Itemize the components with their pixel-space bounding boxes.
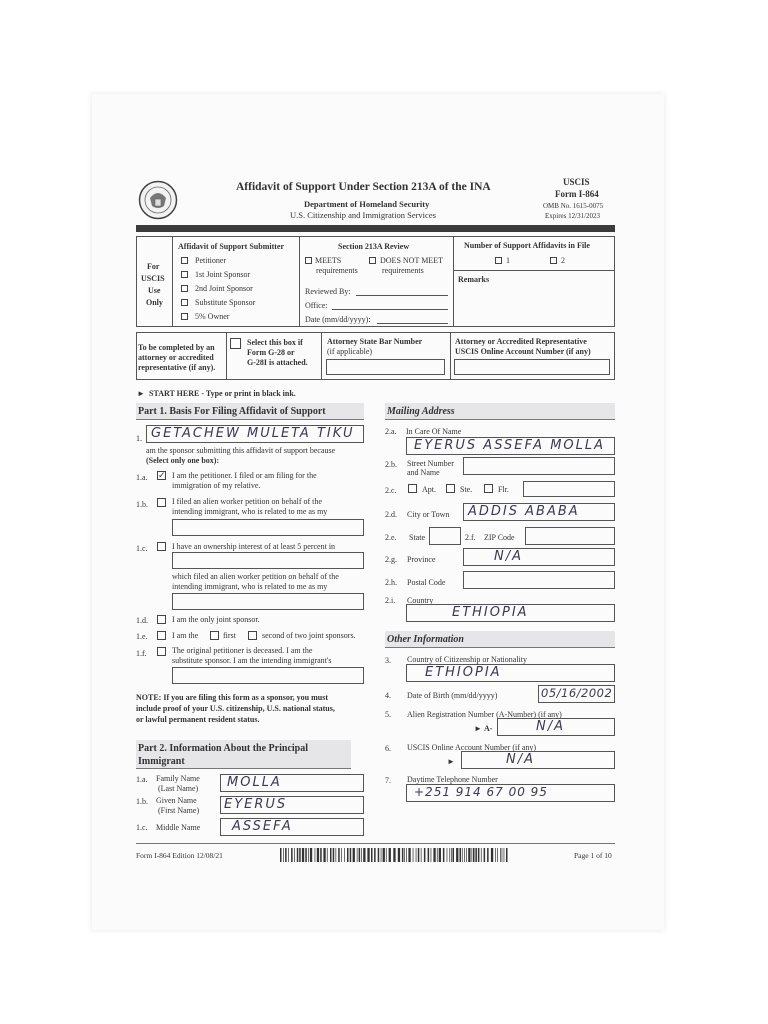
flr-label: Flr. <box>498 485 509 494</box>
country-label: Country <box>407 596 434 605</box>
form-number: Form I-864 <box>555 189 599 199</box>
attorney-account-field[interactable] <box>454 359 610 375</box>
review-title: Section 213A Review <box>338 242 410 251</box>
middle-name-number: 1.c. <box>136 823 148 832</box>
note-line-2: include proof of your U.S. citizenship, U.S. national status, <box>136 704 335 713</box>
uscis-label: USCIS <box>563 177 590 187</box>
mailing-title: Mailing Address <box>387 406 455 417</box>
zip-label: ZIP Code <box>484 533 515 542</box>
bar-number-label: Attorney State Bar Number <box>327 337 423 346</box>
street-label-2: and Name <box>407 468 440 477</box>
item-1d-number: 1.d. <box>136 616 148 625</box>
first-joint-sponsor-checkbox[interactable] <box>181 271 188 278</box>
street-label-1: Street Number <box>407 459 454 468</box>
department-name: Department of Homeland Security <box>304 199 430 209</box>
item-1d-text: I am the only joint sponsor. <box>172 615 260 624</box>
flr-checkbox[interactable] <box>484 484 493 493</box>
not-meets-requirements: requirements <box>382 266 424 275</box>
a-number-number: 5. <box>385 710 391 719</box>
ste-checkbox[interactable] <box>446 484 455 493</box>
expiration-date: Expires 12/31/2023 <box>545 212 601 220</box>
province-label: Province <box>407 555 436 564</box>
online-account-label: USCIS Online Account Number (if any) <box>407 743 537 752</box>
first-sponsor-checkbox[interactable] <box>210 631 219 640</box>
zip-number: 2.f. <box>465 533 476 542</box>
city-label: City or Town <box>407 510 450 519</box>
meets-checkbox[interactable] <box>305 257 312 264</box>
for-uscis-use-3: Use <box>148 286 161 295</box>
item-1a-text-2: immigration of my relative. <box>172 481 261 490</box>
care-of-number: 2.a. <box>385 427 397 436</box>
second-joint-sponsor-label: 2nd Joint Sponsor <box>195 284 253 293</box>
g28-label-2: Form G-28 or <box>247 348 295 357</box>
attorney-account-label-1: Attorney or Accredited Representative <box>455 337 587 346</box>
second-sponsor-checkbox[interactable] <box>248 631 257 640</box>
part1-title: Part 1. Basis For Filing Affidavit of Support <box>138 406 326 417</box>
two-affidavits-label: 2 <box>561 256 565 265</box>
other-info-title: Other Information <box>387 634 464 645</box>
a-number-value: N/A <box>536 719 565 734</box>
two-affidavits-checkbox[interactable] <box>550 257 557 264</box>
family-name-number: 1.a. <box>136 775 148 784</box>
country-number: 2.i. <box>385 596 396 605</box>
care-of-value: EYERUS ASSEFA MOLLA <box>414 438 606 453</box>
agency-name: U.S. Citizenship and Immigration Services <box>290 210 436 220</box>
item-1e-number: 1.e. <box>136 632 148 641</box>
family-name-label-1: Family Name <box>156 774 200 783</box>
barcode-icon <box>280 848 510 862</box>
online-account-field[interactable] <box>461 751 615 769</box>
country-value: ETHIOPIA <box>452 605 529 620</box>
dhs-seal-icon <box>138 180 178 220</box>
item-1b-number: 1.b. <box>136 500 148 509</box>
submitter-title: Affidavit of Support Submitter <box>178 242 285 251</box>
item1-number: 1. <box>136 434 142 443</box>
for-uscis-use-4: Only <box>146 298 163 307</box>
province-value: N/A <box>494 549 523 564</box>
online-account-number: 6. <box>385 744 391 753</box>
start-here-arrow-icon: ► <box>137 389 145 398</box>
citizenship-value: ETHIOPIA <box>425 665 502 680</box>
middle-name-value: ASSEFA <box>232 819 293 834</box>
state-number: 2.e. <box>385 533 397 542</box>
item-1e-text-2: first <box>223 631 236 640</box>
note-line-3: or lawful permanent resident status. <box>136 715 260 724</box>
g28-label-3: G-28I is attached. <box>247 358 308 367</box>
remarks-label: Remarks <box>458 275 490 284</box>
item-1c-text-3: intending immigrant, who is related to me as my <box>172 582 328 591</box>
part2-title-2: Immigrant <box>138 756 185 767</box>
item-1c-text-1: I have an ownership interest of at least 5 percent in <box>172 542 336 551</box>
sponsor-name-value: GETACHEW MULETA TIKU <box>151 426 355 441</box>
a-number-arrow-icon: ► <box>474 724 482 733</box>
unit-field[interactable] <box>523 481 615 497</box>
item-1a-text-1: I am the petitioner. I filed or am filing for the <box>172 471 317 480</box>
not-meets-label: DOES NOT MEET <box>380 256 443 265</box>
item-1c-text-2: which filed an alien worker petition on behalf of the <box>172 572 339 581</box>
citizenship-number: 3. <box>385 656 391 665</box>
joint-sponsor-checkbox[interactable] <box>157 631 166 640</box>
g28-label-1: Select this box if <box>247 338 303 347</box>
ownership-entity-field[interactable] <box>172 552 364 569</box>
item-1b-text-2: intending immigrant, who is related to me as my <box>172 507 328 516</box>
state-field[interactable] <box>429 527 461 545</box>
date-label: Date (mm/dd/yyyy): <box>305 315 371 324</box>
first-joint-sponsor-label: 1st Joint Sponsor <box>195 270 251 279</box>
item-1c-number: 1.c. <box>136 544 148 553</box>
family-name-value: MOLLA <box>227 775 282 790</box>
substitute-relation-field[interactable] <box>172 667 364 684</box>
form-edition: Form I-864 Edition 12/08/21 <box>136 851 223 860</box>
alien-worker-checkbox[interactable] <box>157 498 166 507</box>
petitioner-label: Petitioner <box>195 256 227 265</box>
dob-value: 05/16/2002 <box>541 686 613 700</box>
postal-code-number: 2.h. <box>385 578 397 587</box>
ownership-checkbox[interactable] <box>157 542 166 551</box>
item-1b-text-1: I filed an alien worker petition on behalf of the <box>172 497 322 506</box>
postal-code-label: Postal Code <box>407 578 446 587</box>
postal-code-field[interactable] <box>463 571 615 589</box>
state-label: State <box>409 533 425 542</box>
five-percent-owner-label: 5% Owner <box>195 312 230 321</box>
one-affidavit-label: 1 <box>506 256 510 265</box>
province-number: 2.g. <box>385 555 397 564</box>
attorney-note-2: attorney or accredited <box>138 353 214 362</box>
number-affidavits-title: Number of Support Affidavits in File <box>464 241 590 250</box>
phone-number-value: +251 914 67 00 95 <box>414 785 548 799</box>
item-1a-number: 1.a. <box>136 473 148 482</box>
apt-checkbox[interactable] <box>408 484 417 493</box>
item1-text-2: (Select only one box): <box>146 456 220 465</box>
ownership-relation-field[interactable] <box>172 593 364 610</box>
footer-rule <box>136 843 615 844</box>
petitioner-basis-check: ✓ <box>158 470 166 480</box>
care-of-label: In Care Of Name <box>406 427 462 436</box>
reviewed-by-label: Reviewed By: <box>305 287 351 296</box>
dob-label: Date of Birth (mm/dd/yyyy) <box>407 691 498 700</box>
middle-name-label: Middle Name <box>156 823 201 832</box>
attorney-account-label-2: USCIS Online Account Number (if any) <box>455 347 591 356</box>
province-field[interactable] <box>463 548 615 566</box>
city-value: ADDIS ABABA <box>468 504 580 519</box>
five-percent-owner-checkbox[interactable] <box>181 313 188 320</box>
dob-number: 4. <box>385 691 391 700</box>
form-page <box>92 94 664 930</box>
given-name-value: EYERUS <box>224 797 288 812</box>
item1-text-1: am the sponsor submitting this affidavit of support because <box>146 446 336 455</box>
substitute-basis-checkbox[interactable] <box>157 647 166 656</box>
ste-label: Ste. <box>460 485 473 494</box>
note-line-1: NOTE: If you are filing this form as a sponsor, you must <box>136 693 329 702</box>
item-1f-number: 1.f. <box>136 649 147 658</box>
one-affidavit-checkbox[interactable] <box>495 257 502 264</box>
substitute-sponsor-checkbox[interactable] <box>181 299 188 306</box>
page-number: Page 1 of 10 <box>574 851 612 860</box>
apt-label: Apt. <box>422 485 436 494</box>
given-name-number: 1.b. <box>136 797 148 806</box>
a-number-label: Alien Registration Number (A-Number) (if any) <box>407 710 562 719</box>
petitioner-checkbox[interactable] <box>181 257 188 264</box>
item-1f-text-1: The original petitioner is deceased. I am the <box>172 646 313 655</box>
office-label: Office: <box>305 301 328 310</box>
attorney-note-3: representative (if any). <box>138 363 216 372</box>
street-field[interactable] <box>463 457 615 475</box>
item-1e-text-3: second of two joint sponsors. <box>262 631 356 640</box>
bar-number-field[interactable] <box>326 359 445 375</box>
phone-number-number: 7. <box>385 776 391 785</box>
family-name-label-2: (Last Name) <box>158 784 199 793</box>
alien-worker-relation-field[interactable] <box>172 519 364 536</box>
item-1e-text-1: I am the <box>172 631 199 640</box>
citizenship-label: Country of Citizenship or Nationality <box>407 655 527 664</box>
for-uscis-use-1: For <box>147 262 160 271</box>
attorney-note-1: To be completed by an <box>138 343 215 352</box>
omb-number: OMB No. 1615-0075 <box>543 202 604 210</box>
meets-requirements: requirements <box>316 266 358 275</box>
a-number-prefix: A- <box>484 724 493 733</box>
online-account-arrow-icon: ► <box>447 757 455 766</box>
part2-title-1: Part 2. Information About the Principal <box>138 743 308 754</box>
online-account-value: N/A <box>506 752 535 767</box>
item-1f-text-2: substitute sponsor. I am the intending immigrant's <box>172 656 332 665</box>
phone-number-label: Daytime Telephone Number <box>407 775 498 784</box>
bar-number-note: (if applicable) <box>327 347 373 356</box>
city-number: 2.d. <box>385 510 397 519</box>
g28-checkbox[interactable] <box>230 338 241 349</box>
zip-field[interactable] <box>525 527 615 545</box>
substitute-sponsor-label: Substitute Sponsor <box>195 298 256 307</box>
start-here: START HERE - Type or print in black ink. <box>149 389 296 398</box>
given-name-label-2: (First Name) <box>158 806 200 815</box>
form-title: Affidavit of Support Under Section 213A of the INA <box>236 181 491 193</box>
second-joint-sponsor-checkbox[interactable] <box>181 285 188 292</box>
only-joint-sponsor-checkbox[interactable] <box>157 615 166 624</box>
meets-label: MEETS <box>315 256 342 265</box>
unit-number: 2.c. <box>385 486 397 495</box>
header-rule <box>136 225 615 232</box>
street-number: 2.b. <box>385 460 397 469</box>
given-name-label-1: Given Name <box>156 796 197 805</box>
for-uscis-use-2: USCIS <box>141 274 165 283</box>
not-meets-checkbox[interactable] <box>369 257 376 264</box>
